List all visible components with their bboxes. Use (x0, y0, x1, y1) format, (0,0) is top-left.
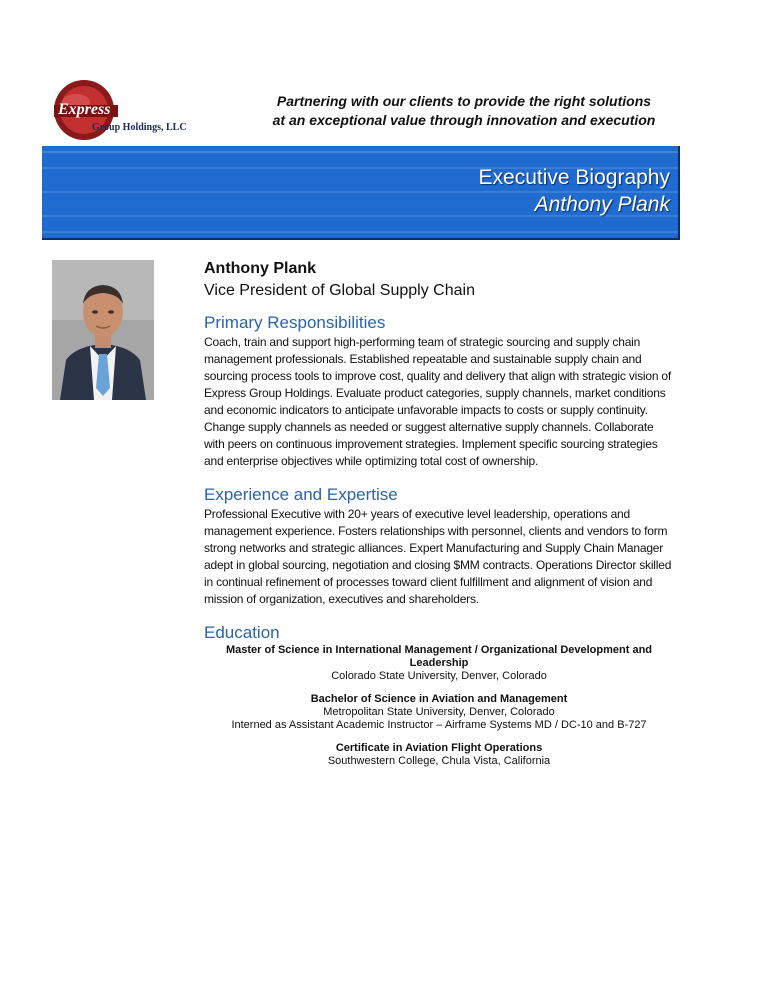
banner-title: Executive Biography (478, 166, 670, 189)
education-degree-1: Master of Science in International Management / Organizational Development and Leadership (225, 644, 653, 669)
responsibilities-text: Coach, train and support high-performing team of strategic sourcing and supply chain management professionals. Established repeatable and sustainable supply chain and sourcing process tools to improve cost, quality and delivery that align with strategic vision of Express Group Holdings. Evaluate product categories, supply channels, market conditions and economic indicators to anticipate unfavorable impacts to costs or supply continuity. Change supply channels as needed or suggest alternative supply channels. Collaborate with peers on continuous improvement strategies. Implement specific sourcing strategies and enterprise objectives while optimizing total cost of ownership. (204, 335, 672, 468)
education-list (204, 644, 674, 768)
education-school-1: Colorado State University, Denver, Colorado (331, 670, 547, 682)
executive-photo (52, 260, 154, 400)
education-degree-2: Bachelor of Science in Aviation and Management (310, 693, 568, 705)
profile-name: Anthony Plank (204, 260, 317, 277)
education-school-2: Metropolitan State University, Denver, Colorado (323, 706, 555, 718)
banner-name: Anthony Plank (534, 193, 670, 216)
experience-text: Professional Executive with 20+ years of executive level leadership, operations and management experience. Fosters relationships with personnel, clients and vendors to form strong networks and strategic alliances. Expert Manufacturing and Supply Chain Manager adept in global sourcing, negotiation and closing $MM contracts. Operations Director skilled in continual refinement of processes toward client fulfillment and alignment of vision and mission of organization, executives and shareholders. (204, 507, 672, 606)
banner-lines (42, 146, 678, 238)
education-note-2: Interned as Assistant Academic Instructor – Airframe Systems MD / DC-10 and B-727 (231, 719, 647, 731)
tagline (236, 92, 692, 130)
tagline-line-2: at an exceptional value through innovation and execution (272, 112, 656, 128)
experience-heading: Experience and Expertise (204, 485, 398, 504)
biography-content (204, 258, 674, 768)
education-heading: Education (204, 623, 280, 642)
logo-word: Express (58, 101, 111, 118)
company-logo (52, 74, 202, 146)
education-school-3: Southwestern College, Chula Vista, California (327, 755, 551, 767)
executive-banner (42, 146, 680, 240)
logo-subtext: Group Holdings, LLC (92, 122, 187, 133)
responsibilities-heading: Primary Responsibilities (204, 313, 386, 332)
profile-title: Vice President of Global Supply Chain (204, 282, 475, 299)
education-degree-3: Certificate in Aviation Flight Operations (335, 742, 543, 754)
tagline-line-1: Partnering with our clients to provide the right solutions (276, 93, 652, 109)
